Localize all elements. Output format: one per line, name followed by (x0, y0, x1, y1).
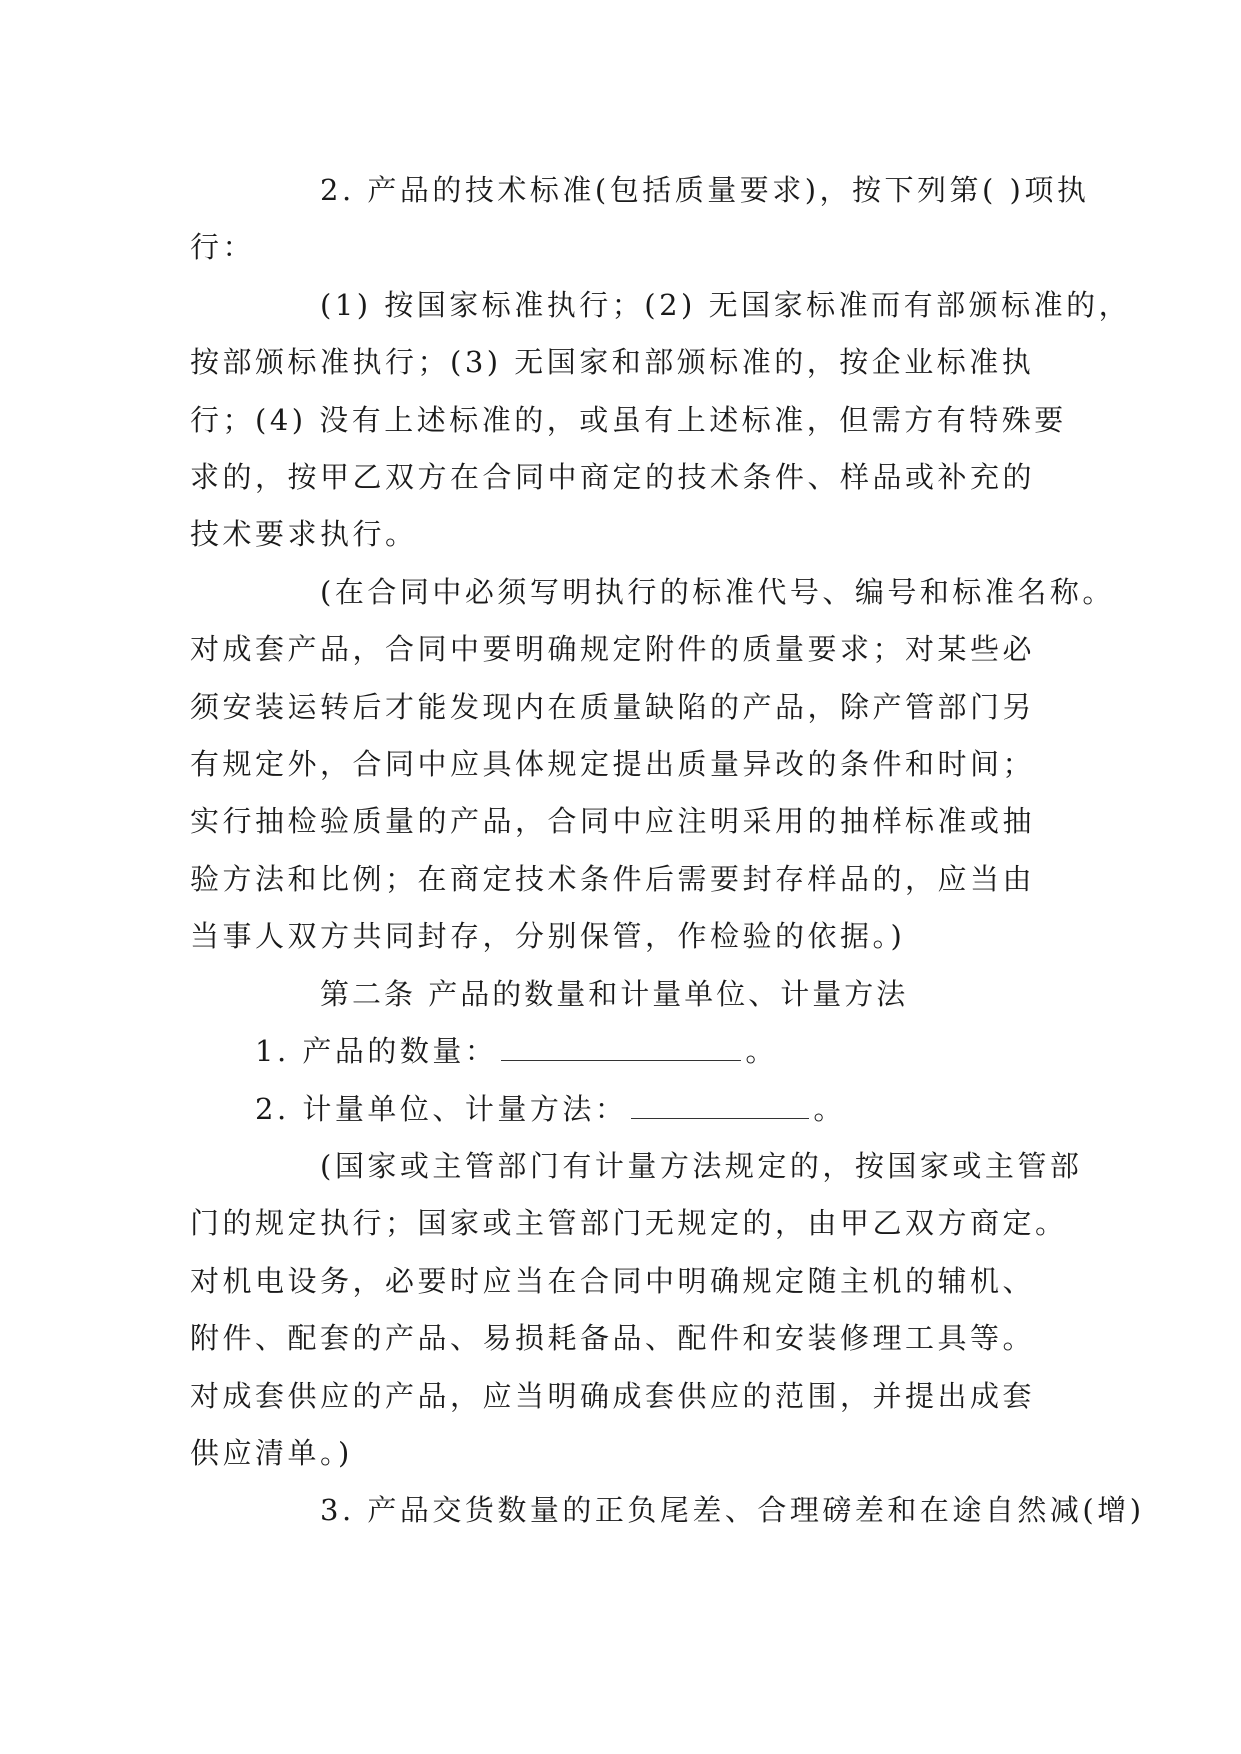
paragraph-standard-options (190, 277, 1132, 564)
paragraph-measure-note (190, 1138, 1083, 1482)
text-line: 须安装运转后才能发现内在质量缺陷的产品，除产管部门另 (190, 689, 1036, 724)
paragraph-tolerance (190, 1482, 1145, 1539)
text-line: 有规定外，合同中应具体规定提出质量异改的条件和时间； (190, 747, 1036, 782)
text-line: 验方法和比例；在商定技术条件后需要封存样品的，应当由 (190, 861, 1036, 896)
text-line: 当事人双方共同封存，分别保管，作检验的依据。) (190, 919, 906, 954)
unit-method-blank[interactable] (631, 1094, 809, 1119)
text-line: 技术要求执行。 (190, 517, 418, 552)
text-line: 对成套产品，合同中要明确规定附件的质量要求；对某些必 (190, 632, 1036, 667)
document-body (190, 162, 1145, 1540)
text-line: 求的，按甲乙双方在合同中商定的技术条件、样品或补充的 (190, 460, 1036, 495)
article-heading: 第二条 产品的数量和计量单位、计量方法 (320, 976, 909, 1011)
text-line: 附件、配套的产品、易损耗备品、配件和安装修理工具等。 (190, 1321, 1036, 1356)
quantity-line (190, 1023, 1050, 1080)
unit-method-end: 。 (813, 1091, 846, 1126)
text-line: 按部颁标准执行；(3) 无国家和部颁标准的，按企业标准执 (190, 345, 1035, 380)
text-line: 行： (190, 230, 256, 265)
quantity-blank[interactable] (501, 1036, 741, 1061)
text-line: 对机电设务，必要时应当在合同中明确规定随主机的辅机、 (190, 1263, 1036, 1298)
text-line: 行；(4) 没有上述标准的，或虽有上述标准，但需方有特殊要 (190, 402, 1067, 437)
unit-method-line (190, 1081, 1050, 1138)
quantity-end: 。 (745, 1034, 778, 1069)
text-line: (在合同中必须写明执行的标准代号、编号和标准名称。 (320, 574, 1115, 609)
paragraph-standard-note (190, 564, 1115, 966)
paragraph-tech-standard (190, 162, 1090, 277)
unit-method-label: 2. 计量单位、计量方法： (255, 1091, 628, 1126)
text-line: 实行抽检验质量的产品，合同中应注明采用的抽样标准或抽 (190, 804, 1036, 839)
text-line: 2. 产品的技术标准(包括质量要求)，按下列第( )项执 (320, 173, 1090, 207)
text-line: 对成套供应的产品，应当明确成套供应的范围，并提出成套 (190, 1378, 1036, 1413)
text-line: 门的规定执行；国家或主管部门无规定的，由甲乙双方商定。 (190, 1206, 1068, 1241)
text-line: (1) 按国家标准执行；(2) 无国家标准而有部颁标准的， (320, 287, 1132, 322)
text-line: 3. 产品交货数量的正负尾差、合理磅差和在途自然减(增) (320, 1493, 1145, 1528)
quantity-label: 1. 产品的数量： (255, 1034, 498, 1069)
text-line: (国家或主管部门有计量方法规定的，按国家或主管部 (320, 1148, 1083, 1183)
text-line: 供应清单。) (190, 1435, 353, 1470)
